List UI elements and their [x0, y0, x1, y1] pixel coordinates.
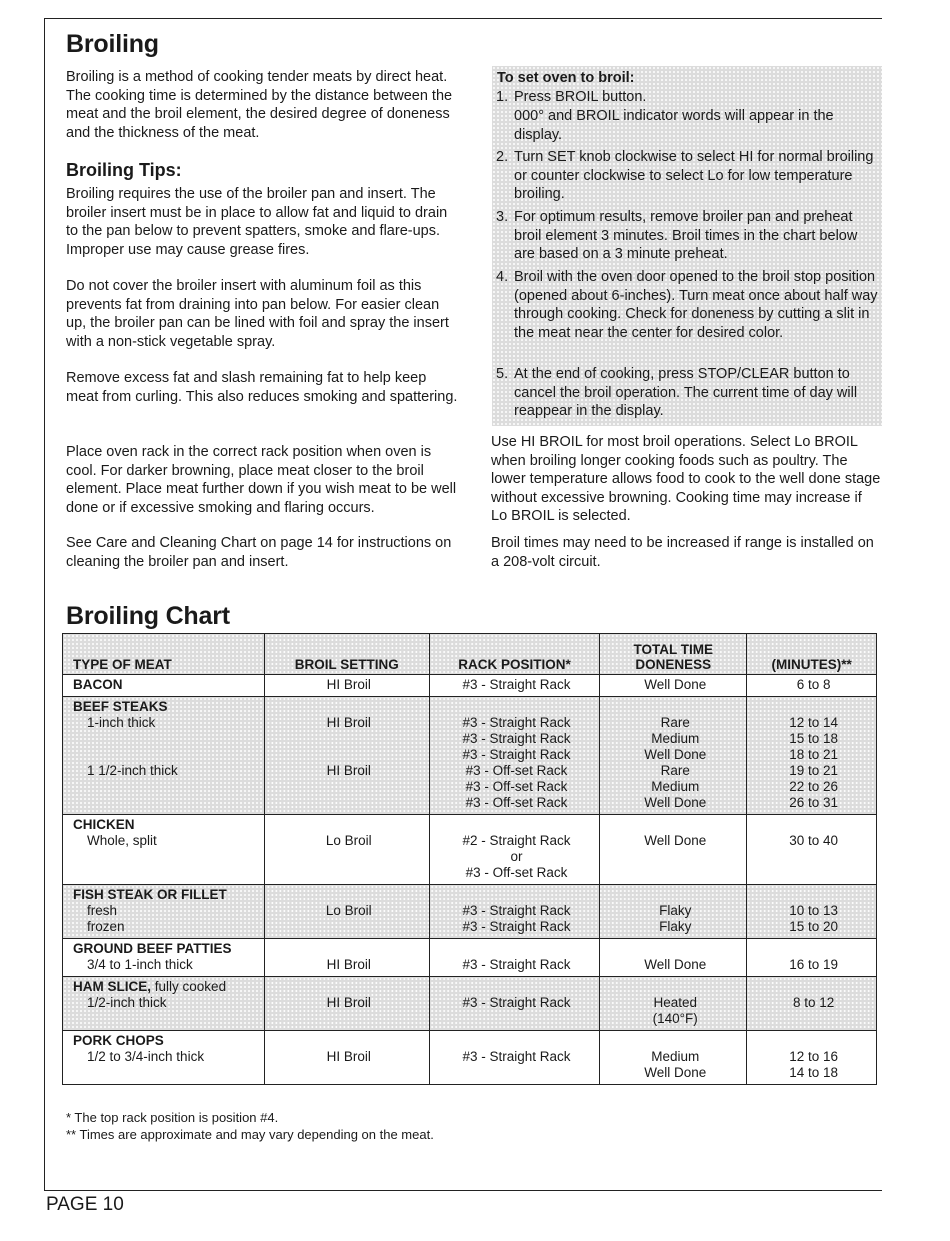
minutes-value: 15 to 20	[789, 919, 839, 934]
cell-rack-position	[429, 675, 599, 697]
rack-position-value: or	[510, 849, 523, 864]
step-text: 000° and BROIL indicator words will appear in the display.	[514, 108, 834, 143]
doneness-value: Heated	[653, 995, 697, 1010]
broil-setting-value	[275, 817, 423, 833]
step-text: At the end of cooking, press STOP/CLEAR button to cancel the broil operation. The current time of day will reappear in the display.	[514, 366, 858, 419]
top-rule	[44, 18, 882, 19]
step-number: 3.	[496, 209, 509, 225]
cell-rack-position	[429, 1031, 599, 1085]
step-text: For optimum results, remove broiler pan and preheat broil element 3 minutes. Broil times in the chart below are based on a 3 minute preheat.	[514, 209, 858, 262]
cell-doneness	[600, 939, 747, 977]
instruction-step	[496, 148, 878, 204]
minutes-value: 12 to 16	[789, 1049, 839, 1064]
meat-description: 1/2-inch thick	[87, 995, 167, 1010]
header-rack-position: RACK POSITION*	[429, 634, 599, 675]
table-row	[63, 939, 877, 977]
cell-rack-position	[429, 885, 599, 939]
broil-setting-value	[275, 887, 423, 903]
meat-description: frozen	[87, 919, 125, 934]
doneness-value: Well Done	[644, 795, 707, 810]
page-number: PAGE 10	[46, 1194, 124, 1215]
doneness-value: Well Done	[644, 1065, 707, 1080]
header-total-time: TOTAL TIME	[633, 642, 713, 657]
broil-setting-value	[275, 699, 423, 715]
broil-setting-value: HI Broil	[326, 763, 371, 778]
cell-rack-position	[429, 815, 599, 885]
rack-position-value: #3 - Off-set Rack	[465, 779, 568, 794]
tip-paragraph: Do not cover the broiler insert with aluminum foil as this prevents fat from draining into pan below. For easier clean up, the broiler pan can be lined with foil and spray the insert with a non-stick vegetable spray.	[66, 278, 449, 350]
table-body	[63, 675, 877, 1085]
broil-setting-value	[275, 747, 423, 763]
doneness-value: (140°F)	[652, 1011, 698, 1026]
intro-paragraph: Broiling is a method of cooking tender meats by direct heat. The cooking time is determined by the distance between the meat and the broil element, the desired degree of doneness and the thickness of the meat.	[66, 69, 453, 141]
section-title: Broiling	[66, 30, 159, 58]
rack-position-value: #3 - Straight Rack	[462, 731, 571, 746]
meat-description	[73, 731, 258, 747]
tip-paragraph: Remove excess fat and slash remaining fat to help keep meat from curling. This also reduces smoking and spattering.	[66, 370, 458, 405]
broiling-chart-table	[62, 633, 877, 1085]
meat-category: BEEF STEAKS	[73, 699, 168, 714]
cell-type-of-meat	[63, 815, 265, 885]
broil-setting-value: Lo Broil	[325, 833, 372, 848]
doneness-value: Medium	[651, 779, 700, 794]
meat-description: Whole, split	[87, 833, 157, 848]
meat-description: 1 1/2-inch thick	[87, 763, 178, 778]
minutes-value	[757, 887, 870, 903]
cell-doneness	[600, 885, 747, 939]
minutes-value	[757, 699, 870, 715]
rack-position-value: #3 - Straight Rack	[462, 747, 571, 762]
meat-description: fresh	[87, 903, 118, 918]
minutes-value: 10 to 13	[789, 903, 839, 918]
rack-position-value	[440, 1033, 593, 1049]
set-oven-instructions-box	[492, 66, 882, 426]
chart-title: Broiling Chart	[66, 602, 230, 630]
minutes-value: 12 to 14	[789, 715, 839, 730]
tip-paragraph: Broiling requires the use of the broiler pan and insert. The broiler insert must be in place to allow fat and liquid to drain to the pan below to prevent spatters, smoke and flare-ups. Improper use may cause grease fires.	[66, 186, 448, 258]
doneness-value: Well Done	[644, 677, 707, 692]
rack-position-value: #3 - Off-set Rack	[465, 865, 568, 880]
doneness-value: Flaky	[659, 919, 692, 934]
meat-description	[73, 747, 258, 763]
instruction-step	[496, 365, 878, 421]
doneness-value	[610, 1033, 740, 1049]
cell-doneness	[600, 697, 747, 815]
broil-setting-value	[275, 979, 423, 995]
step-number: 2.	[496, 149, 509, 165]
rack-position-value	[440, 887, 593, 903]
cell-doneness	[600, 1031, 747, 1085]
cell-minutes	[747, 815, 877, 885]
footnote: ** Times are approximate and may vary depending on the meat.	[66, 1127, 434, 1142]
cell-broil-setting	[264, 885, 429, 939]
instruction-step	[496, 88, 878, 107]
header-total-time-doneness	[600, 634, 747, 675]
broil-note: Use HI BROIL for most broil operations. Select Lo BROIL when broiling longer cooking foods such as poultry. The lower temperature allows food to cook to the well done stage without excessive browning. Cooking time may increase if Lo BROIL is selected.	[491, 434, 881, 524]
instruction-step	[496, 107, 878, 144]
rack-position-value: #3 - Straight Rack	[462, 677, 571, 692]
table-row	[63, 675, 877, 697]
tip-paragraph: Place oven rack in the correct rack position when oven is cool. For darker browning, place meat closer to the broil element. Place meat further down if you wish meat to be well done or if excessive smoking and flaring occurs.	[66, 444, 457, 516]
doneness-value	[610, 979, 740, 995]
broil-setting-value: HI Broil	[326, 677, 371, 692]
cell-rack-position	[429, 939, 599, 977]
rack-position-value: #3 - Straight Rack	[462, 919, 571, 934]
minutes-value: 16 to 19	[789, 957, 839, 972]
rack-position-value: #3 - Off-set Rack	[465, 795, 568, 810]
doneness-value: Medium	[651, 1049, 700, 1064]
set-oven-title: To set oven to broil:	[497, 70, 635, 86]
meat-category: CHICKEN	[73, 817, 135, 832]
cell-rack-position	[429, 697, 599, 815]
meat-description: 3/4 to 1-inch thick	[87, 957, 193, 972]
doneness-value	[610, 817, 740, 833]
minutes-value	[757, 979, 870, 995]
cell-type-of-meat	[63, 697, 265, 815]
meat-category: FISH STEAK OR FILLET	[73, 887, 227, 902]
cell-rack-position	[429, 977, 599, 1031]
cell-type-of-meat	[63, 885, 265, 939]
rack-position-value	[440, 941, 593, 957]
meat-category: PORK CHOPS	[73, 1033, 164, 1048]
step-number: 4.	[496, 269, 509, 285]
meat-category: BACON	[73, 677, 123, 692]
rack-position-value	[440, 817, 593, 833]
broil-note: Broil times may need to be increased if range is installed on a 208-volt circuit.	[491, 535, 874, 570]
cell-broil-setting	[264, 675, 429, 697]
rack-position-value: #3 - Straight Rack	[462, 715, 571, 730]
doneness-value: Medium	[651, 731, 700, 746]
rack-position-value: #3 - Off-set Rack	[465, 763, 568, 778]
rack-position-value	[440, 699, 593, 715]
cell-minutes	[747, 939, 877, 977]
step-text: Broil with the oven door opened to the broil stop position (opened about 6-inches). Turn meat once about half way through cooking. Check for doneness by cutting a slit in the meat near the center for desired color.	[514, 269, 878, 341]
minutes-value	[757, 941, 870, 957]
step-number: 1.	[496, 89, 509, 105]
broil-setting-value	[275, 731, 423, 747]
doneness-value: Rare	[660, 715, 690, 730]
doneness-value: Well Done	[644, 833, 707, 848]
left-rule	[44, 18, 45, 1190]
step-text: Press BROIL button.	[514, 89, 647, 105]
broil-setting-value: HI Broil	[326, 995, 371, 1010]
broil-setting-value: HI Broil	[326, 715, 371, 730]
rack-position-value: #3 - Straight Rack	[462, 1049, 571, 1064]
table-row	[63, 815, 877, 885]
rack-position-value: #3 - Straight Rack	[462, 903, 571, 918]
doneness-value: Rare	[660, 763, 690, 778]
broil-setting-value: Lo Broil	[325, 903, 372, 918]
cell-minutes	[747, 885, 877, 939]
table-row	[63, 1031, 877, 1085]
broil-setting-value	[275, 941, 423, 957]
cell-type-of-meat	[63, 675, 265, 697]
cell-minutes	[747, 697, 877, 815]
minutes-value: 22 to 26	[789, 779, 839, 794]
minutes-value	[757, 817, 870, 833]
table-row	[63, 977, 877, 1031]
cell-doneness	[600, 815, 747, 885]
doneness-value: Well Done	[644, 747, 707, 762]
broil-setting-value	[275, 1033, 423, 1049]
footnote: * The top rack position is position #4.	[66, 1110, 279, 1125]
minutes-value	[757, 1033, 870, 1049]
cell-broil-setting	[264, 815, 429, 885]
cell-broil-setting	[264, 1031, 429, 1085]
table-row	[63, 885, 877, 939]
meat-note: fully cooked	[154, 979, 227, 994]
cell-type-of-meat	[63, 1031, 265, 1085]
instruction-step	[496, 208, 878, 264]
tip-paragraph: See Care and Cleaning Chart on page 14 for instructions on cleaning the broiler pan and insert.	[66, 535, 452, 570]
meat-description: 1-inch thick	[87, 715, 156, 730]
minutes-value: 18 to 21	[789, 747, 839, 762]
step-number: 5.	[496, 366, 509, 382]
doneness-value: Flaky	[659, 903, 692, 918]
rack-position-value	[440, 979, 593, 995]
instruction-step	[496, 268, 878, 342]
doneness-value	[610, 941, 740, 957]
doneness-value	[610, 887, 740, 903]
minutes-value: 8 to 12	[792, 995, 835, 1010]
meat-description: 1/2 to 3/4-inch thick	[87, 1049, 205, 1064]
minutes-value: 6 to 8	[796, 677, 831, 692]
cell-broil-setting	[264, 939, 429, 977]
broil-setting-value: HI Broil	[326, 957, 371, 972]
cell-minutes	[747, 675, 877, 697]
cell-broil-setting	[264, 697, 429, 815]
cell-type-of-meat	[63, 977, 265, 1031]
header-minutes: (MINUTES)**	[747, 634, 877, 675]
header-doneness: DONENESS	[635, 657, 712, 672]
broil-setting-value: HI Broil	[326, 1049, 371, 1064]
minutes-value: 26 to 31	[789, 795, 839, 810]
cell-doneness	[600, 977, 747, 1031]
step-text: Turn SET knob clockwise to select HI for normal broiling or counter clockwise to select Lo for low temperature broiling.	[514, 149, 874, 202]
meat-category: GROUND BEEF PATTIES	[73, 941, 232, 956]
bottom-rule	[44, 1190, 882, 1191]
rack-position-value: #3 - Straight Rack	[462, 957, 571, 972]
minutes-value: 19 to 21	[789, 763, 839, 778]
rack-position-value: #3 - Straight Rack	[462, 995, 571, 1010]
table-row	[63, 697, 877, 815]
table-header-row	[63, 634, 877, 675]
doneness-value	[610, 699, 740, 715]
doneness-value: Well Done	[644, 957, 707, 972]
tips-title: Broiling Tips:	[66, 160, 182, 180]
minutes-value: 15 to 18	[789, 731, 839, 746]
header-broil-setting: BROIL SETTING	[264, 634, 429, 675]
minutes-value: 30 to 40	[789, 833, 839, 848]
cell-broil-setting	[264, 977, 429, 1031]
cell-minutes	[747, 1031, 877, 1085]
cell-minutes	[747, 977, 877, 1031]
minutes-value: 14 to 18	[789, 1065, 839, 1080]
cell-type-of-meat	[63, 939, 265, 977]
rack-position-value: #2 - Straight Rack	[462, 833, 571, 848]
meat-category: HAM SLICE,	[73, 979, 152, 994]
cell-doneness	[600, 675, 747, 697]
header-type-of-meat: TYPE OF MEAT	[63, 634, 265, 675]
